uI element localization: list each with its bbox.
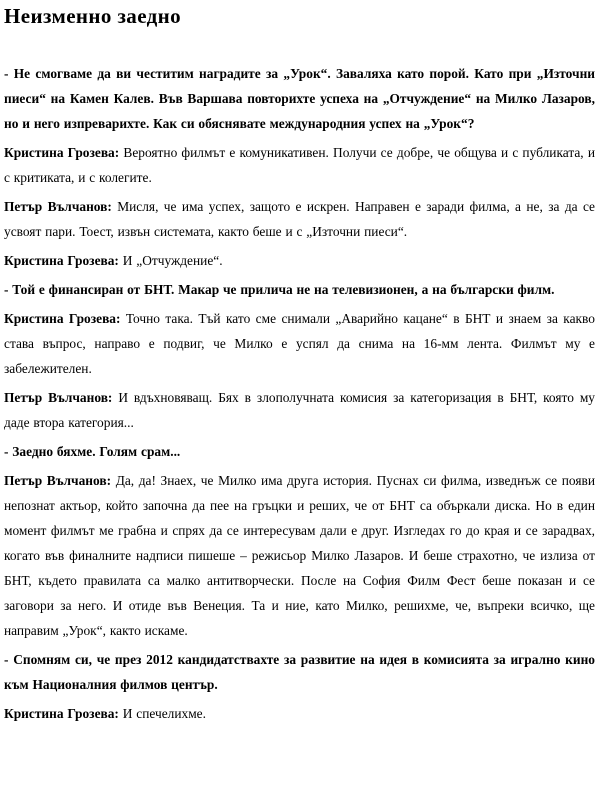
speaker-name: Кристина Грозева: [4,253,119,268]
paragraph-answer: Петър Вълчанов: Да, да! Знаех, че Милко има друга история. Пуснах си филма, изведнъж се появи непознат актьор, който започна да пее на гръцки и реших, че от БНТ са объркали диска. Но в един момент филмът ме грабна и спрях да се интересувам дали е друг. Изгледах го до края и се зарадвах, когато във финалните надписи пишеше – режисьор Милко Лазаров. И беше страхотно, че излиза от БНТ, където правилата са малко антитворчески. После на София Филм Фест беше показан и се заговори за него. И отиде във Венеция. Та и ние, като Милко, решихме, че, въпреки всичко, ще направим „Урок“, както искаме. [4,473,595,638]
speaker-name: Петър Вълчанов: [4,473,112,488]
paragraph-answer: Кристина Грозева: И „Отчуждение“. [4,253,223,268]
speaker-name: Кристина Грозева: [4,706,119,721]
speaker-name: Петър Вълчанов: [4,199,112,214]
paragraph-question: - Не смогваме да ви честитим наградите за „Урок“. Заваляха като порой. Като при „Източни пиеси“ на Камен Калев. Във Варшава повторихте успеха на „Отчуждение“ на Милко Лазаров, но и него изпреварихте. Как си обяснявате международния успех на „Урок“? [4,66,595,131]
paragraph-question: - Той е финансиран от БНТ. Макар че прилича не на телевизионен, а на български филм. [4,282,555,297]
paragraph-answer: Петър Вълчанов: И вдъхновяващ. Бях в злополучната комисия за категоризация в БНТ, която му даде втора категория... [4,390,595,430]
speaker-name: Кристина Грозева: [4,145,120,160]
paragraph-answer: Кристина Грозева: Вероятно филмът е комуникативен. Получи се добре, че общува и с публиката, и с критиката, и с колегите. [4,145,595,185]
paragraph-answer: Петър Вълчанов: Мисля, че има успех, защото е искрен. Направен е заради филма, а не, за да се усвоят пари. Тоест, извън системата, както беше и с „Източни пиеси“. [4,199,595,239]
paragraph-answer: Кристина Грозева: И спечелихме. [4,706,206,721]
speaker-name: Петър Вълчанов: [4,390,113,405]
paragraph-question: - Заедно бяхме. Голям срам... [4,444,181,459]
paragraph-answer: Кристина Грозева: Точно така. Тъй като сме снимали „Аварийно кацане“ в БНТ и знаем за какво става въпрос, направо е подвиг, че Милко е успял да снима на 16-мм лента. Филмът му е забележителен. [4,311,595,376]
paragraph-question: - Спомням си, че през 2012 кандидатствахте за развитие на идея в комисията за игрално кино към Националния филмов център. [4,652,595,692]
page-title: Неизменно заедно [4,4,182,28]
speaker-name: Кристина Грозева: [4,311,121,326]
paragraph-list [4,61,595,726]
